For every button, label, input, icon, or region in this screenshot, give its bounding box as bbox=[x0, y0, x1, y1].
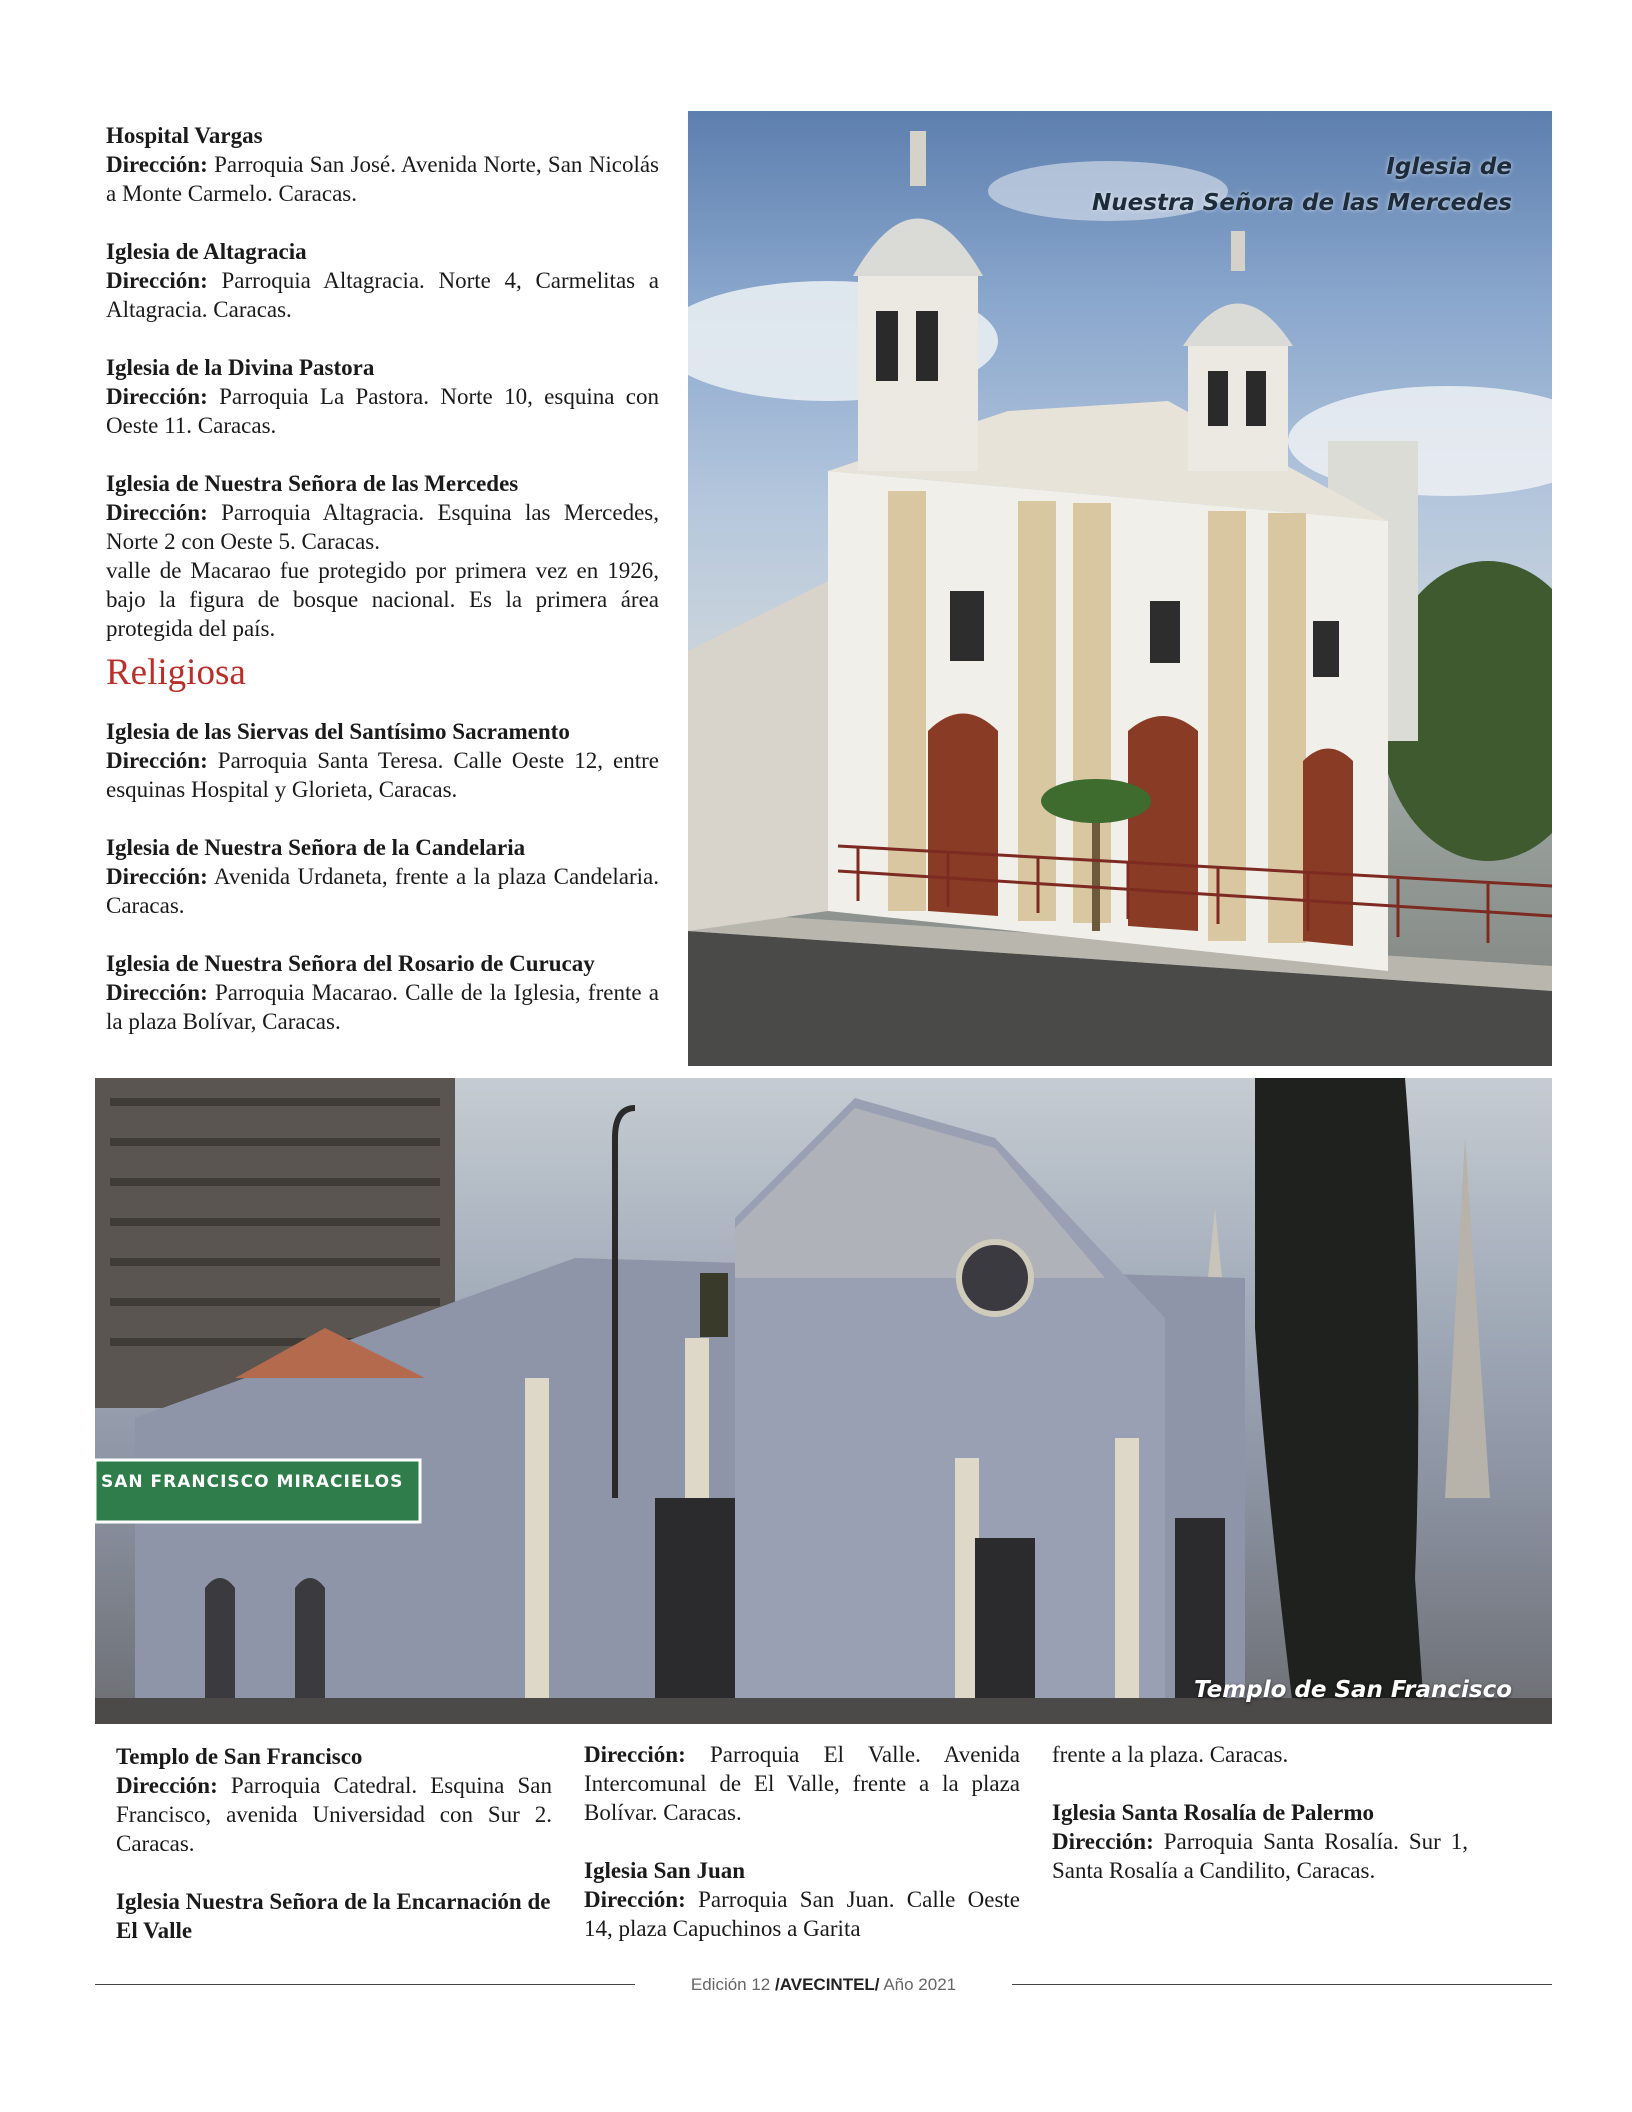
footer-rule-right bbox=[1012, 1984, 1552, 1985]
entry-candelaria bbox=[106, 833, 659, 920]
caption-line-1: Iglesia de bbox=[1386, 154, 1512, 180]
footer-year: Año 2021 bbox=[879, 1975, 957, 1994]
address-text: Parroquia La Pastora. Norte 10, esquina con Oeste 11. Caracas. bbox=[106, 384, 659, 438]
address-text: Parroquia Santa Teresa. Calle Oeste 12, entre esquinas Hospital y Glorieta, Caracas. bbox=[106, 748, 659, 802]
bottom-text-column-2 bbox=[584, 1740, 1020, 1943]
address-text: Parroquia San José. Avenida Norte, San Nicolás a Monte Carmelo. Caracas. bbox=[106, 152, 659, 206]
entry-title: Templo de San Francisco bbox=[116, 1744, 363, 1769]
address-text: Parroquia El Valle. Avenida Intercomunal de El Valle, frente a la plaza Bolívar. Caracas. bbox=[584, 1742, 1020, 1825]
entry-hospital-vargas bbox=[106, 121, 659, 208]
address-text: Avenida Urdaneta, frente a la plaza Candelaria. Caracas. bbox=[106, 864, 659, 918]
entry-title: Iglesia Nuestra Señora de la Encarnación de El Valle bbox=[116, 1889, 551, 1943]
address-text: Parroquia Altagracia. Norte 4, Carmelitas a Altagracia. Caracas. bbox=[106, 268, 659, 322]
entry-title: Iglesia de Nuestra Señora de las Mercedes bbox=[106, 471, 519, 496]
entry-siervas bbox=[106, 717, 659, 804]
address-label: Dirección: bbox=[106, 748, 208, 773]
church-illustration bbox=[688, 111, 1552, 1066]
address-label: Dirección: bbox=[106, 980, 208, 1005]
address-text: Parroquia Altagracia. Esquina las Mercedes, Norte 2 con Oeste 5. Caracas. bbox=[106, 500, 659, 554]
address-label: Dirección: bbox=[106, 384, 208, 409]
entry-title: Iglesia San Juan bbox=[584, 1858, 746, 1883]
entry-santa-rosalia bbox=[1052, 1798, 1468, 1885]
address-text: Parroquia Santa Rosalía. Sur 1, Santa Rosalía a Candilito, Caracas. bbox=[1052, 1829, 1468, 1883]
entry-title: Iglesia Santa Rosalía de Palermo bbox=[1052, 1800, 1374, 1825]
address-label: Dirección: bbox=[584, 1742, 686, 1767]
address-label: Dirección: bbox=[106, 152, 208, 177]
entry-encarnacion-el-valle bbox=[116, 1887, 552, 1945]
bottom-text-column-1 bbox=[116, 1742, 552, 1945]
page-footer bbox=[95, 1970, 1552, 2000]
entry-templo-san-francisco bbox=[116, 1742, 552, 1858]
street-sign: SAN FRANCISCO MIRACIELOS bbox=[101, 1472, 404, 1492]
entry-title: Iglesia de Nuestra Señora de la Candelaria bbox=[106, 835, 526, 860]
entry-iglesia-altagracia bbox=[106, 237, 659, 324]
caption-line-2: Nuestra Señora de las Mercedes bbox=[1092, 190, 1512, 216]
entry-el-valle-address bbox=[584, 1740, 1020, 1827]
entry-divina-pastora bbox=[106, 353, 659, 440]
temple-illustration bbox=[95, 1078, 1552, 1724]
address-label: Dirección: bbox=[106, 864, 208, 889]
photo-iglesia-mercedes bbox=[688, 111, 1552, 1066]
address-label: Dirección: bbox=[106, 500, 208, 525]
entry-san-juan-continued bbox=[1052, 1740, 1468, 1769]
address-text: Parroquia Macarao. Calle de la Iglesia, frente a la plaza Bolívar, Caracas. bbox=[106, 980, 659, 1034]
bottom-text-column-3 bbox=[1052, 1740, 1468, 1885]
footer-edition: Edición 12 bbox=[690, 1975, 775, 1994]
address-label: Dirección: bbox=[116, 1773, 218, 1798]
section-heading-religiosa: Religiosa bbox=[106, 652, 246, 693]
entry-curucay bbox=[106, 949, 659, 1036]
entry-title: Iglesia de la Divina Pastora bbox=[106, 355, 375, 380]
address-text: Parroquia Catedral. Esquina San Francisco, avenida Universidad con Sur 2. Caracas. bbox=[116, 1773, 552, 1856]
entry-title: Iglesia de las Siervas del Santísimo Sacramento bbox=[106, 719, 570, 744]
address-text: Parroquia San Juan. Calle Oeste 14, plaza Capuchinos a Garita bbox=[584, 1887, 1020, 1941]
entry-san-juan bbox=[584, 1856, 1020, 1943]
footer-text bbox=[95, 1970, 1552, 2000]
photo-caption-mercedes bbox=[912, 149, 1512, 221]
address-label: Dirección: bbox=[1052, 1829, 1154, 1854]
address-label: Dirección: bbox=[106, 268, 208, 293]
entry-title: Iglesia de Nuestra Señora del Rosario de Curucay bbox=[106, 951, 595, 976]
left-text-column bbox=[106, 121, 659, 1036]
address-label: Dirección: bbox=[584, 1887, 686, 1912]
entry-mercedes bbox=[106, 469, 659, 643]
continued-text: frente a la plaza. Caracas. bbox=[1052, 1742, 1289, 1767]
footer-brand: /AVECINTEL/ bbox=[775, 1975, 880, 1994]
entry-title: Iglesia de Altagracia bbox=[106, 239, 307, 264]
photo-caption-san-francisco: Templo de San Francisco bbox=[1193, 1677, 1512, 1703]
photo-templo-san-francisco bbox=[95, 1078, 1552, 1724]
entry-title: Hospital Vargas bbox=[106, 123, 263, 148]
extra-text: valle de Macarao fue protegido por primera vez en 1926, bajo la figura de bosque nacional. Es la primera área protegida del país. bbox=[106, 558, 659, 641]
